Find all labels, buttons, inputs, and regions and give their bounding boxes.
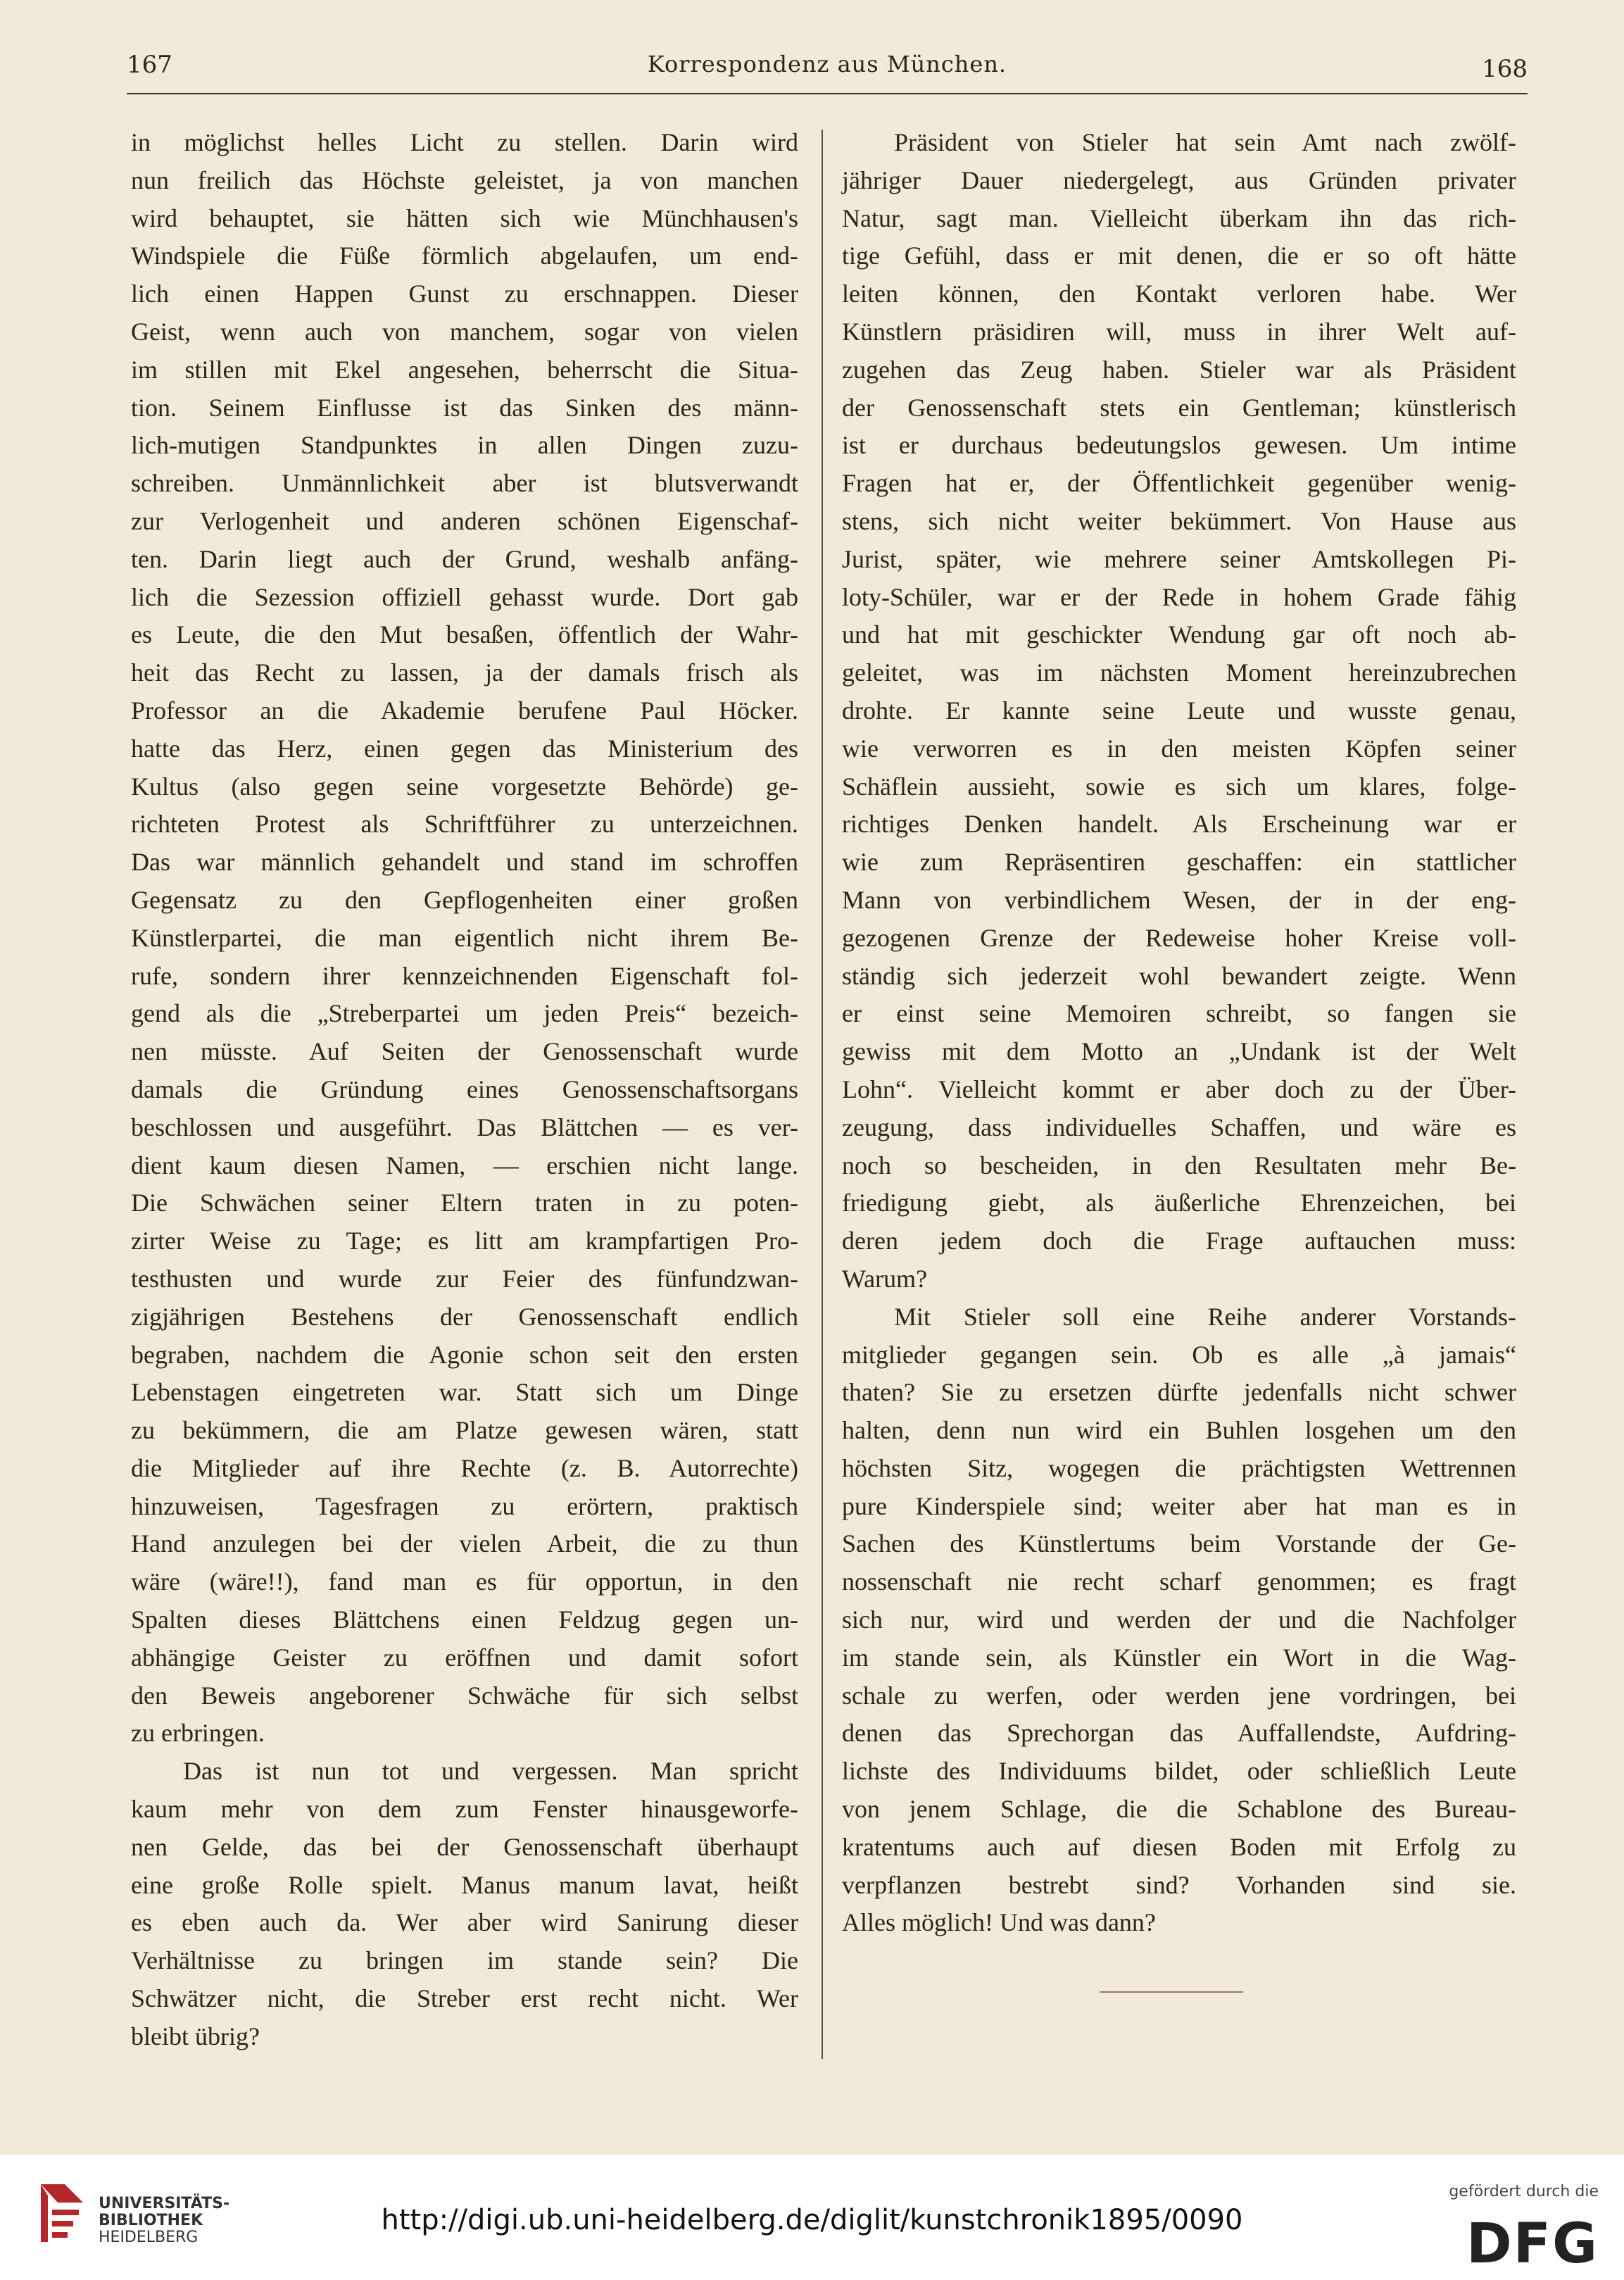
text-line: wird behauptet, sie hätten sich wie Münchhausen's (131, 203, 798, 232)
text-line: loty-Schüler, war er der Rede in hohem Grade fähig (842, 582, 1516, 611)
text-line: höchsten Sitz, wogegen die prächtigsten Wettrennen (842, 1453, 1516, 1482)
running-title: Korrespondenz aus München. (647, 51, 1007, 77)
text-line: Präsident von Stieler hat sein Amt nach zwölf- (894, 128, 1516, 156)
text-line: gewiss mit dem Motto an „Undank ist der Welt (842, 1037, 1516, 1066)
funding-label: gefördert durch die (1449, 2183, 1599, 2200)
text-line: beschlossen und ausgeführt. Das Blättchen — es ver- (131, 1113, 798, 1141)
text-line: Lohn“. Vielleicht kommt er aber doch zu der Über- (842, 1075, 1516, 1103)
text-line: zugehen das Zeug haben. Stieler war als Präsident (842, 355, 1516, 384)
text-line: Jurist, später, wie mehrere seiner Amtskollegen Pi- (842, 544, 1516, 573)
text-line: dient kaum diesen Namen, — erschien nicht lange. (131, 1151, 798, 1179)
column-divider (822, 130, 823, 2059)
text-line: jähriger Dauer niedergelegt, aus Gründen privater (842, 165, 1516, 194)
text-line: Spalten dieses Blättchens einen Feldzug gegen un- (131, 1605, 798, 1634)
text-line: die Mitglieder auf ihre Rechte (z. B. Autorrechte) (131, 1453, 798, 1482)
text-line: abhängige Geister zu eröffnen und damit sofort (131, 1643, 798, 1672)
text-line: lich-mutigen Standpunktes in allen Dingen zuzu- (131, 431, 798, 460)
text-line: begraben, nachdem die Agonie schon seit den ersten (131, 1340, 798, 1369)
text-line: thaten? Sie zu ersetzen dürfte jedenfalls nicht schwer (842, 1378, 1516, 1407)
text-line: kaum mehr von dem zum Fenster hinausgeworfe- (131, 1795, 798, 1824)
text-line: zur Verlogenheit und anderen schönen Eigenschaf- (131, 506, 798, 535)
text-line: tige Gefühl, dass er mit denen, die er so oft hätte (842, 242, 1516, 270)
text-line: nen müsste. Auf Seiten der Genossenschaft wurde (131, 1037, 798, 1066)
text-line: den Beweis angeborener Schwäche für sich selbst (131, 1681, 798, 1710)
text-line: wäre (wäre!!), fand man es für opportun, in den (131, 1567, 798, 1596)
text-line: Das war männlich gehandelt und stand im schroffen (131, 848, 798, 877)
text-line: Künstlern präsidiren will, muss in ihrer Welt auf- (842, 317, 1516, 346)
library-name-line: HEIDELBERG (99, 2229, 199, 2246)
text-line: pure Kinderspiele sind; weiter aber hat man es in (842, 1491, 1516, 1520)
text-line: lichste des Individuums bildet, oder schließlich Leute (842, 1757, 1516, 1786)
text-line: und hat mit geschickter Wendung gar oft noch ab- (842, 620, 1516, 649)
dfg-logo: DFG (1466, 2212, 1599, 2276)
text-line: kratentums auch auf diesen Boden mit Erfolg zu (842, 1832, 1516, 1861)
text-line: der Genossenschaft stets ein Gentleman; künstlerisch (842, 393, 1516, 422)
text-line: friedigung giebt, als äußerliche Ehrenzeichen, bei (842, 1189, 1516, 1217)
text-line: geleitet, was im nächsten Moment hereinzubrechen (842, 658, 1516, 687)
text-line: Gegensatz zu den Gepflogenheiten einer großen (131, 885, 798, 914)
text-line: Schwätzer nicht, die Streber erst recht nicht. Wer (131, 1984, 798, 2013)
text-line: Mit Stieler soll eine Reihe anderer Vorstands- (894, 1302, 1516, 1331)
library-name-line: UNIVERSITÄTS- (99, 2195, 230, 2212)
text-line: Das ist nun tot und vergessen. Man spricht (183, 1757, 798, 1786)
text-line: hinzuweisen, Tagesfragen zu erörtern, praktisch (131, 1491, 798, 1520)
text-line: nen Gelde, das bei der Genossenschaft überhaupt (131, 1832, 798, 1861)
text-line: gezogenen Grenze der Redeweise hoher Kreise voll- (842, 923, 1516, 952)
text-line: es Leute, die den Mut besaßen, öffentlich der Wahr- (131, 620, 798, 649)
text-line: nossenschaft nie recht scharf genommen; es fragt (842, 1567, 1516, 1596)
text-line: zeugung, dass individuelles Schaffen, und wäre es (842, 1113, 1516, 1141)
text-line: bleibt übrig? (131, 2022, 260, 2050)
end-rule (1100, 1991, 1243, 1993)
text-line: richteten Protest als Schriftführer zu unterzeichnen. (131, 810, 798, 839)
text-line: mitglieder gegangen sein. Ob es alle „à jamais“ (842, 1340, 1516, 1369)
text-line: testhusten und wurde zur Feier des fünfundzwan- (131, 1264, 798, 1293)
text-line: Künstlerpartei, die man eigentlich nicht ihrem Be- (131, 923, 798, 952)
text-line: nun freilich das Höchste geleistet, ja von manchen (131, 165, 798, 194)
text-line: leiten können, den Kontakt verloren habe. Wer (842, 280, 1516, 308)
text-line: sich nur, wird und werden der und die Nachfolger (842, 1605, 1516, 1634)
text-line: Kultus (also gegen seine vorgesetzte Behörde) ge- (131, 772, 798, 801)
text-line: Hand anzulegen bei der vielen Arbeit, die zu thun (131, 1529, 798, 1558)
text-line: im stillen mit Ekel angesehen, beherrscht die Situa- (131, 355, 798, 384)
text-line: ten. Darin liegt auch der Grund, weshalb anfäng- (131, 544, 798, 573)
text-line: Fragen hat er, der Öffentlichkeit gegenüber wenig- (842, 469, 1516, 498)
text-line: zu bekümmern, die am Platze gewesen wären, statt (131, 1416, 798, 1445)
library-name-line: BIBLIOTHEK (99, 2212, 203, 2229)
text-line: lich die Sezession offiziell gehasst wurde. Dort gab (131, 582, 798, 611)
text-line: wie verworren es in den meisten Köpfen seiner (842, 734, 1516, 763)
text-line: Alles möglich! Und was dann? (842, 1908, 1156, 1937)
text-line: halten, denn nun wird ein Buhlen losgehen um den (842, 1416, 1516, 1445)
text-line: Natur, sagt man. Vielleicht überkam ihn das rich- (842, 203, 1516, 232)
text-line: wie zum Repräsentiren geschaffen: ein stattlicher (842, 848, 1516, 877)
text-line: ständig sich jederzeit wohl bewandert zeigte. Wenn (842, 961, 1516, 990)
text-line: zigjährigen Bestehens der Genossenschaft endlich (131, 1302, 798, 1331)
text-line: Sachen des Künstlertums beim Vorstande der Ge- (842, 1529, 1516, 1558)
text-line: Mann von verbindlichem Wesen, der in der eng- (842, 885, 1516, 914)
text-line: tion. Seinem Einflusse ist das Sinken des männ- (131, 393, 798, 422)
text-line: Lebenstagen eingetreten war. Statt sich um Dinge (131, 1378, 798, 1407)
text-line: schale zu werfen, oder werden jene vordringen, bei (842, 1681, 1516, 1710)
text-line: Geist, wenn auch von manchem, sogar von vielen (131, 317, 798, 346)
text-line: stens, sich nicht weiter bekümmert. Von Hause aus (842, 506, 1516, 535)
text-line: rufe, sondern ihrer kennzeichnenden Eigenschaft fol- (131, 961, 798, 990)
header-rule (127, 93, 1528, 94)
text-line: drohte. Er kannte seine Leute und wusste genau, (842, 696, 1516, 725)
text-line: deren jedem doch die Frage auftauchen muss: (842, 1227, 1516, 1255)
left-column (131, 124, 798, 2056)
page-number-right: 168 (1482, 55, 1528, 83)
text-line: hatte das Herz, einen gegen das Ministerium des (131, 734, 798, 763)
text-line: verpflanzen bestrebt sind? Vorhanden sind sie. (842, 1870, 1516, 1899)
text-line: Verhältnisse zu bringen im stande sein? Die (131, 1946, 798, 1975)
text-line: eine große Rolle spielt. Manus manum lavat, heißt (131, 1870, 798, 1899)
text-line: Die Schwächen seiner Eltern traten in zu poten- (131, 1189, 798, 1217)
text-line: von jenem Schlage, die die Schablone des Bureau- (842, 1795, 1516, 1824)
text-line: zu erbringen. (131, 1719, 265, 1748)
page-header (127, 51, 1528, 93)
text-line: Warum? (842, 1264, 928, 1293)
text-line: gend als die „Streberpartei um jeden Preis“ bezeich- (131, 999, 798, 1028)
text-line: heit das Recht zu lassen, ja der damals frisch als (131, 658, 798, 687)
text-line: im stande sein, als Künstler ein Wort in die Wag- (842, 1643, 1516, 1672)
text-line: Professor an die Akademie berufene Paul Höcker. (131, 696, 798, 725)
text-line: richtiges Denken handelt. Als Erscheinung war er (842, 810, 1516, 839)
text-line: schreiben. Unmännlichkeit aber ist blutsverwandt (131, 469, 798, 498)
text-line: ist er durchaus bedeutungslos gewesen. Um intime (842, 431, 1516, 460)
text-line: denen das Sprechorgan das Auffallendste, Aufdring- (842, 1719, 1516, 1748)
text-line: damals die Gründung eines Genossenschaftsorgans (131, 1075, 798, 1103)
text-line: zirter Weise zu Tage; es litt am krampfartigen Pro- (131, 1227, 798, 1255)
page-number-left: 167 (127, 51, 172, 79)
text-line: lich einen Happen Gunst zu erschnappen. Dieser (131, 280, 798, 308)
right-column (842, 124, 1516, 1942)
text-line: noch so bescheiden, in den Resultaten mehr Be- (842, 1151, 1516, 1179)
text-line: es eben auch da. Wer aber wird Sanirung dieser (131, 1908, 798, 1937)
digitization-footer (0, 2155, 1624, 2280)
text-line: Schäflein aussieht, sowie es sich um klares, folge- (842, 772, 1516, 801)
text-line: Windspiele die Füße förmlich abgelaufen, um end- (131, 242, 798, 270)
text-line: er einst seine Memoiren schreibt, so fangen sie (842, 999, 1516, 1028)
text-line: in möglichst helles Licht zu stellen. Darin wird (131, 128, 798, 156)
permalink-url[interactable]: http://digi.ub.uni-heidelberg.de/diglit/kunstchronik1895/0090 (381, 2204, 1243, 2236)
